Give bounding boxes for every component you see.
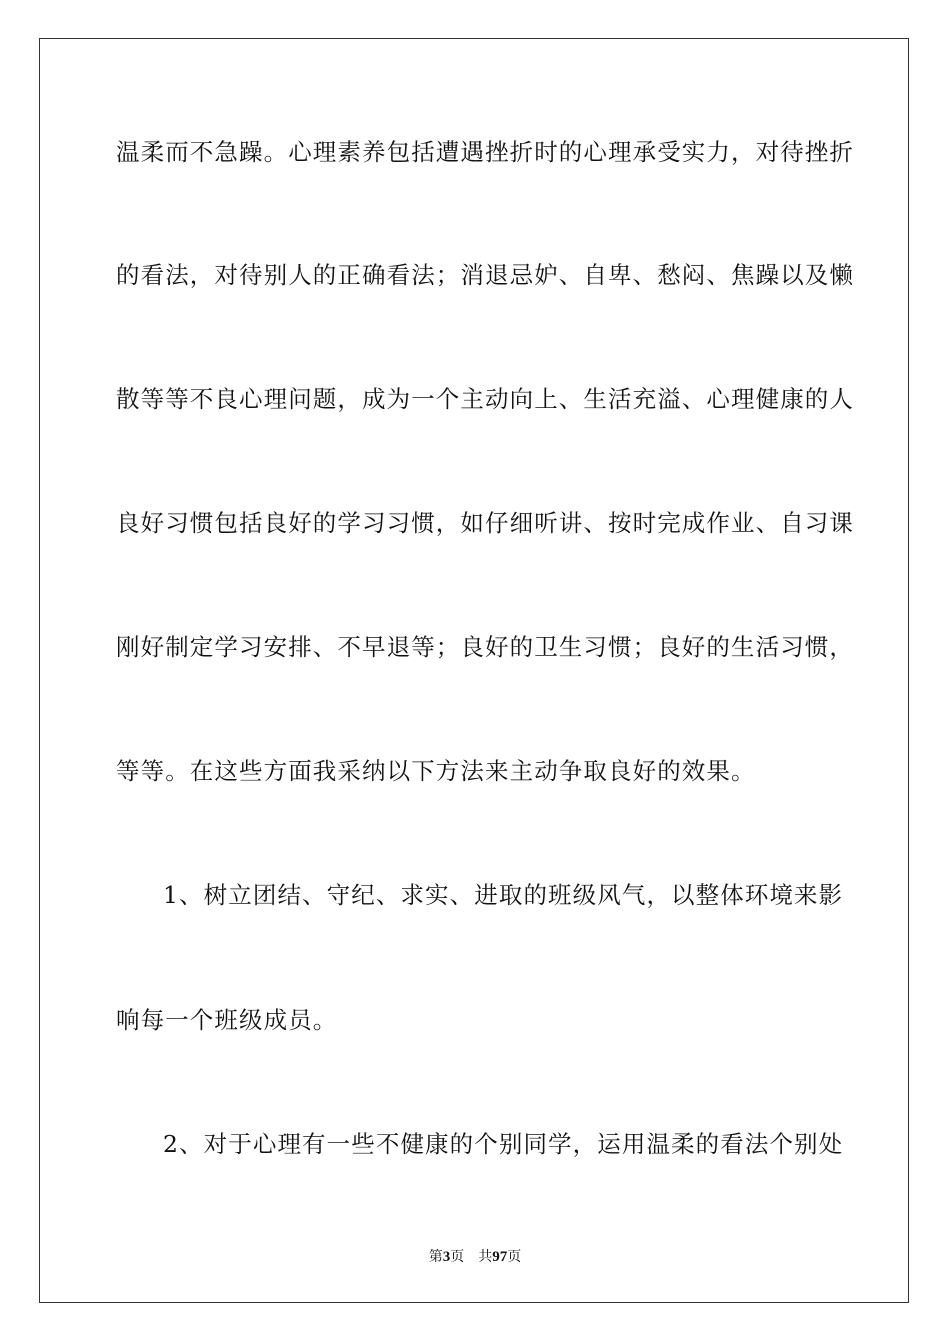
footer-total-prefix: 共 <box>478 1249 493 1265</box>
text-line-3: 散等等不良心理问题，成为一个主动向上、生活充溢、心理健康的人 <box>116 385 854 413</box>
text-line-5: 刚好制定学习安排、不早退等；良好的卫生习惯；良好的生活习惯， <box>116 633 854 661</box>
footer-page-prefix: 第 <box>428 1249 443 1265</box>
footer-total-suffix: 页 <box>507 1249 522 1265</box>
footer-page-number: 3 <box>442 1249 451 1265</box>
text-line-7: 1、树立团结、守纪、求实、进取的班级风气，以整体环境来影 <box>163 881 844 909</box>
text-line-4: 良好习惯包括良好的学习习惯，如仔细听讲、按时完成作业、自习课 <box>116 509 854 537</box>
text-line-1: 温柔而不急躁。心理素养包括遭遇挫折时的心理承受实力，对待挫折 <box>116 138 854 166</box>
page-footer <box>0 1246 950 1266</box>
footer-page-suffix: 页 <box>450 1249 465 1265</box>
text-line-9: 2、对于心理有一些不健康的个别同学，运用温柔的看法个别处 <box>163 1130 844 1158</box>
footer-total-number: 97 <box>492 1249 508 1265</box>
text-line-6: 等等。在这些方面我采纳以下方法来主动争取良好的效果。 <box>116 757 756 785</box>
text-line-8: 响每一个班级成员。 <box>116 1006 338 1034</box>
text-line-2: 的看法，对待别人的正确看法；消退忌妒、自卑、愁闷、焦躁以及懒 <box>116 261 854 289</box>
page-border <box>39 38 909 1303</box>
